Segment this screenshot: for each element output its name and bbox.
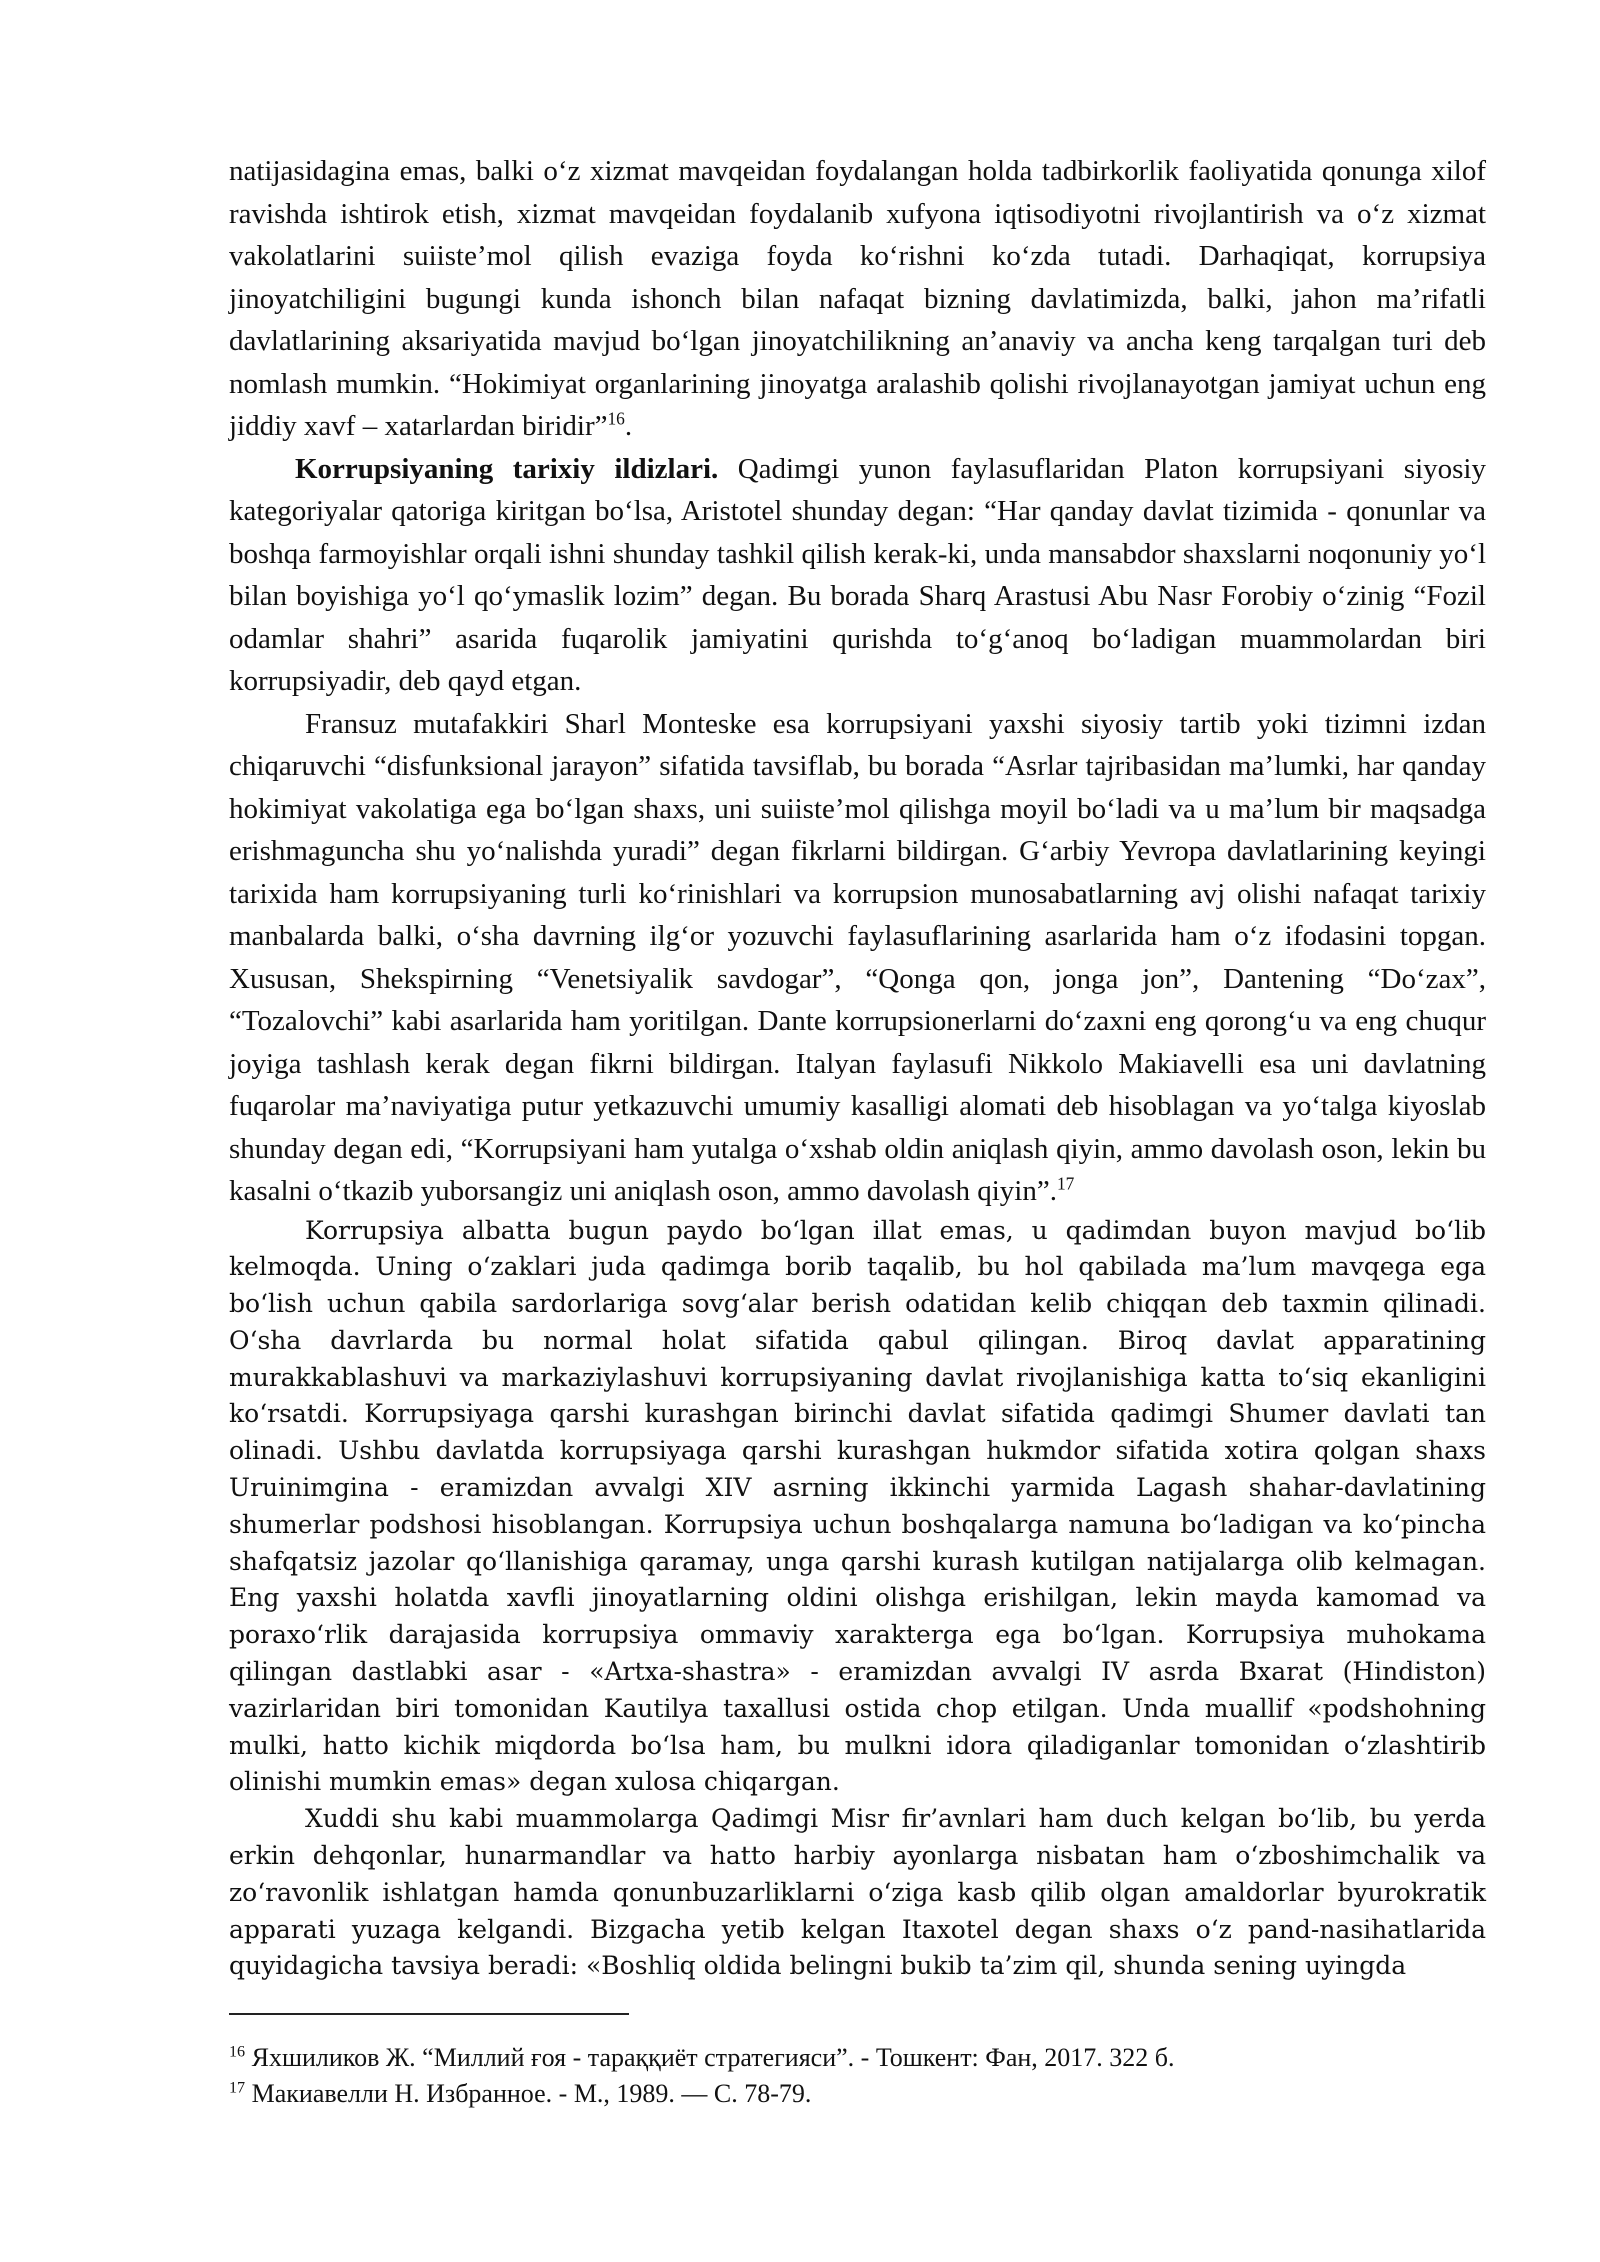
footnote-ref-17[interactable]: 17 xyxy=(1056,1173,1075,1194)
footnote-text: Яхшиликов Ж. “Миллий ғоя - тараққиёт стратегияси”. - Тошкент: Фан, 2017. 322 б. xyxy=(245,2043,1175,2072)
paragraph-text: Qadimgi yunon faylasuflaridan Platon korrupsiyani siyosiy kategoriyalar qatoriga kiritgan bo‘lsa, Aristotel shunday degan: “Har qanday davlat tizimida - qonunlar va boshqa farmoyishlar orqali ishni shunday tashkil qilish kerak-ki, unda mansabdor shaxslarni noqonuniy yo‘l bilan boyishiga yo‘l qo‘ymaslik lozim” degan. Bu borada Sharq Arastusi Abu Nasr Forobiy o‘zinig “Fozil odamlar shahri” asarida fuqarolik jamiyatini qurishda to‘g‘anoq bo‘ladigan muammolardan biri korrupsiyadir, deb qayd etgan. xyxy=(229,452,1486,697)
paragraph-tail: . xyxy=(624,410,633,442)
footnotes xyxy=(229,2040,1486,2112)
paragraph-3 xyxy=(229,703,1486,1213)
paragraph-5 xyxy=(229,1801,1486,1985)
paragraph-text: Fransuz mutafakkiri Sharl Monteske esa korrupsiyani yaxshi siyosiy tartib yoki tizimni izdan chiqaruvchi “disfunksional jarayon” sifatida tavsiflab, bu borada “Asrlar tajribasidan ma’lumki, har qanday hokimiyat vakolatiga ega bo‘lgan shaxs, uni suiiste’mol qilishga moyil bo‘ladi va u ma’lum bir maqsadga erishmaguncha shu yo‘nalishda yuradi” degan fikrlarni bildirgan. G‘arbiy Yevropa davlatlarining keyingi tarixida ham korrupsiyaning turli ko‘rinishlari va korrupsion munosabatlarning avj olishi nafaqat tarixiy manbalarda balki, o‘sha davrning ilg‘or yozuvchi faylasuflarining asarlarida ham o‘z ifodasini topgan. Xususan, Shekspirning “Venetsiyalik savdogar”, “Qonga qon, jonga jon”, Dantening “Do‘zax”, “Tozalovchi” kabi asarlarida ham yoritilgan. Dante korrupsionerlarni do‘zaxni eng qorong‘u va eng chuqur joyiga tashlash kerak degan fikrni bildirgan. Italyan faylasufi Nikkolo Makiavelli esa uni davlatning fuqarolar ma’naviyatiga putur yetkazuvchi umumiy kasalligi alomati deb hisoblagan va yo‘talga kiyoslab shunday degan edi, “Korrupsiyani ham yutalga o‘xshab oldin aniqlash qiyin, ammo davolash oson, lekin bu kasalni o‘tkazib yuborsangiz uni aniqlash oson, ammo davolash qiyin”. xyxy=(229,707,1486,1207)
paragraph-text: natijasidagina emas, balki o‘z xizmat mavqeidan foydalangan holda tadbirkorlik faoliyatida qonunga xilof ravishda ishtirok etish, xizmat mavqeidan foydalanib xufyona iqtisodiyotni rivojlantirish va o‘z xizmat vakolatlarini suiiste’mol qilish evaziga foyda ko‘rishni ko‘zda tutadi. Darhaqiqat, korrupsiya jinoyatchiligini bugungi kunda ishonch bilan nafaqat bizning davlatimizda, balki, jahon ma’rifatli davlatlarining aksariyatida mavjud bo‘lgan jinoyatchilikning an’anaviy va ancha keng tarqalgan turi deb nomlash mumkin. “Hokimiyat organlarining jinoyatga aralashib qolishi rivojlanayotgan jamiyat uchun eng jiddiy xavf – xatarlardan biridir” xyxy=(229,155,1486,442)
footnote-ref-16[interactable]: 16 xyxy=(607,408,625,429)
footnote-17 xyxy=(229,2076,1486,2112)
footnote-number: 17 xyxy=(229,2079,246,2097)
paragraph-text: Korrupsiya albatta bugun paydo bo‘lgan illat emas, u qadimdan buyon mavjud bo‘lib kelmoqda. Uning o‘zaklari juda qadimga borib taqalib, bu hol qabilada ma’lum mavqega ega bo‘lish uchun qabila sardorlariga sovg‘alar berish odatidan kelib chiqqan deb taxmin qilinadi. O‘sha davrlarda bu normal holat sifatida qabul qilingan. Biroq davlat apparatining murakkablashuvi va markaziylashuvi korrupsiyaning davlat rivojlanishiga katta to‘siq ekanligini ko‘rsatdi. Korrupsiyaga qarshi kurashgan birinchi davlat sifatida qadimgi Shumer davlati tan olinadi. Ushbu davlatda korrupsiyaga qarshi kurashgan hukmdor sifatida xotira qolgan shaxs Uruinimgina - eramizdan avvalgi XIV asrning ikkinchi yarmida Lagash shahar-davlatining shumerlar podshosi hisoblangan. Korrupsiya uchun boshqalarga namuna bo‘ladigan va ko‘pincha shafqatsiz jazolar qo‘llanishiga qaramay, unga qarshi kurash kutilgan natijalarga olib kelmagan. Eng yaxshi holatda xavfli jinoyatlarning oldini olishga erishilgan, lekin mayda kamomad va poraxo‘rlik darajasida korrupsiya ommaviy xarakterga ega bo‘lgan. Korrupsiya muhokama qilingan dastlabki asar - «Artxa-shastra» - eramizdan avvalgi IV asrda Bxarat (Hindiston) vazirlaridan biri tomonidan Kautilya taxallusi ostida chop etilgan. Unda muallif «podshohning mulki, hatto kichik miqdorda bo‘lsa ham, bu mulkni idora qiladiganlar tomonidan o‘zlashtirib olinishi mumkin emas» degan xulosa chiqargan. xyxy=(229,1215,1486,1797)
section-heading: Korrupsiyaning tarixiy ildizlari. xyxy=(295,452,719,485)
paragraph-1 xyxy=(229,150,1486,448)
footnote-text: Макиавелли Н. Избранное. - М., 1989. — С. 78-79. xyxy=(245,2079,812,2108)
document-body xyxy=(229,150,1486,1985)
paragraph-text: Xuddi shu kabi muammolarga Qadimgi Misr fir’avnlari ham duch kelgan bo‘lib, bu yerda erkin dehqonlar, hunarmandlar va hatto harbiy ayonlarga nisbatan ham o‘zboshimchalik va zo‘ravonlik ishlatgan hamda qonunbuzarliklarni o‘ziga kasb qilib olgan amaldorlar byurokratik apparati yuzaga kelgandi. Bizgacha yetib kelgan Itaxotel degan shaxs o‘z pand-nasihatlarida quyidagicha tavsiya beradi: «Boshliq oldida belingni bukib ta’zim qil, shunda sening uyingda xyxy=(229,1804,1486,1981)
footnote-16 xyxy=(229,2040,1486,2076)
paragraph-2 xyxy=(229,448,1486,703)
footnote-number: 16 xyxy=(229,2043,246,2061)
paragraph-4 xyxy=(229,1213,1486,1802)
footnote-divider xyxy=(229,2013,629,2015)
